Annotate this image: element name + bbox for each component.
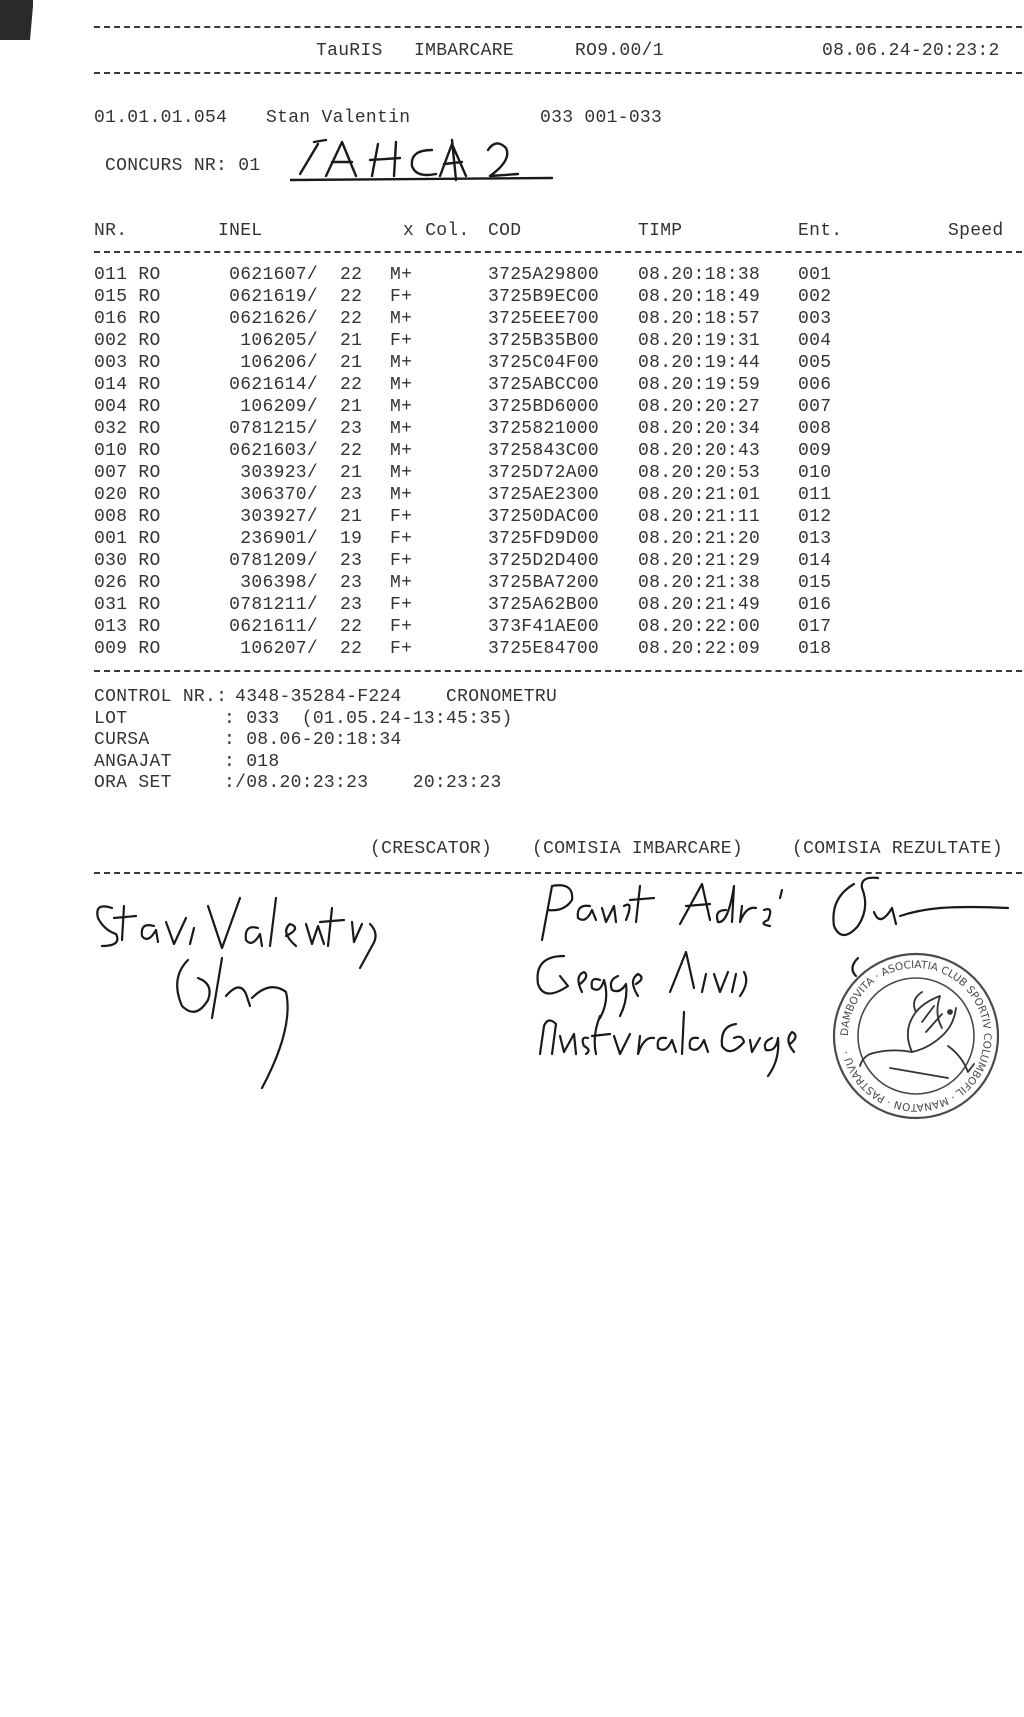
row-sex: F+ [390,287,413,307]
row-cod: 3725A29800 [488,265,600,285]
row-nr: 020 RO [94,485,161,505]
pigeon-counts: 033 001-033 [540,108,663,128]
table-row [0,484,1024,506]
row-ent: 010 [798,463,832,483]
col-nr: NR. [94,221,128,241]
row-sex: F+ [390,331,413,351]
row-cod: 3725A62B00 [488,595,600,615]
row-inel: 106209/ [240,397,318,417]
row-sex: M+ [390,353,413,373]
row-inel: 0621607/ [229,265,318,285]
crescator-signature [90,888,410,1098]
row-inel: 0781209/ [229,551,318,571]
control-line [0,751,1024,773]
row-nr: 013 RO [94,617,161,637]
table-row [0,616,1024,638]
row-inel: 106205/ [240,331,318,351]
row-nr: 002 RO [94,331,161,351]
row-cod: 3725D2D400 [488,551,600,571]
row-nr: 001 RO [94,529,161,549]
row-inel: 303927/ [240,507,318,527]
table-row [0,374,1024,396]
row-timp: 08.20:21:11 [638,507,761,527]
table-row [0,572,1024,594]
control-value: : 018 [224,751,280,772]
table-row [0,418,1024,440]
divider-columns [94,251,1022,253]
row-nr: 031 RO [94,595,161,615]
row-inel: 306398/ [240,573,318,593]
row-sex: M+ [390,573,413,593]
imbarcare-signatures [530,876,840,1086]
row-year: 23 [340,485,363,505]
sig-crescator-label: (CRESCATOR) [370,839,493,859]
row-sex: F+ [390,595,413,615]
row-nr: 032 RO [94,419,161,439]
row-ent: 006 [798,375,832,395]
row-cod: 3725E84700 [488,639,600,659]
row-nr: 004 RO [94,397,161,417]
row-sex: M+ [390,375,413,395]
row-inel: 0621626/ [229,309,318,329]
col-speed: Speed [948,221,1004,241]
divider-header [94,72,1022,74]
sig-imbarcare-label: (COMISIA IMBARCARE) [532,839,743,859]
row-year: 22 [340,287,363,307]
row-sex: M+ [390,419,413,439]
row-ent: 012 [798,507,832,527]
row-timp: 08.20:21:20 [638,529,761,549]
row-inel: 236901/ [240,529,318,549]
row-nr: 015 RO [94,287,161,307]
breeder-code: 01.01.01.054 [94,108,228,128]
pigeon-icon [860,992,974,1078]
row-ent: 009 [798,441,832,461]
control-value: :/08.20:23:23 20:23:23 [224,773,502,793]
row-inel: 0781211/ [229,595,318,615]
divider-top [94,26,1022,28]
row-sex: F+ [390,551,413,571]
row-cod: 373F41AE00 [488,617,600,637]
row-cod: 3725843C00 [488,441,600,461]
row-ent: 007 [798,397,832,417]
row-sex: M+ [390,265,413,285]
row-timp: 08.20:19:31 [638,331,761,351]
row-nr: 010 RO [94,441,161,461]
row-year: 23 [340,419,363,439]
row-timp: 08.20:18:57 [638,309,761,329]
row-cod: 3725FD9D00 [488,529,600,549]
row-ent: 017 [798,617,832,637]
row-cod: 3725BA7200 [488,573,600,593]
row-timp: 08.20:20:53 [638,463,761,483]
row-cod: 3725B35B00 [488,331,600,351]
row-sex: M+ [390,309,413,329]
sig-rezultate-label: (COMISIA REZULTATE) [792,839,1003,859]
row-ent: 011 [798,485,832,505]
row-year: 21 [340,397,363,417]
col-ent: Ent. [798,221,843,241]
row-year: 22 [340,639,363,659]
row-nr: 007 RO [94,463,161,483]
row-timp: 08.20:18:38 [638,265,761,285]
row-nr: 016 RO [94,309,161,329]
row-nr: 026 RO [94,573,161,593]
row-inel: 0621611/ [229,617,318,637]
row-sex: F+ [390,529,413,549]
row-timp: 08.20:22:00 [638,617,761,637]
control-label: LOT [94,708,128,729]
control-label: ORA SET [94,773,172,793]
row-year: 22 [340,309,363,329]
row-inel: 106207/ [240,639,318,659]
row-ent: 014 [798,551,832,571]
row-year: 22 [340,375,363,395]
row-cod: 3725BD6000 [488,397,600,417]
row-cod: 3725B9EC00 [488,287,600,307]
stamp-inner-ring [858,978,974,1094]
print-datetime: 08.06.24-20:23:2 [822,41,1000,61]
row-ent: 003 [798,309,832,329]
row-cod: 3725821000 [488,419,600,439]
control-value: : 08.06-20:18:34 [224,730,402,750]
control-value: : 033 (01.05.24-13:45:35) [224,708,513,729]
divider-table-end [94,670,1022,672]
row-timp: 08.20:20:43 [638,441,761,461]
table-row [0,264,1024,286]
control-label: CURSA [94,730,150,750]
table-row [0,440,1024,462]
row-inel: 0621619/ [229,287,318,307]
app-name: TauRIS [316,41,383,61]
row-cod: 3725ABCC00 [488,375,600,395]
table-row [0,330,1024,352]
club-stamp [830,950,1002,1122]
row-ent: 004 [798,331,832,351]
row-ent: 001 [798,265,832,285]
row-cod: 3725EEE700 [488,309,600,329]
control-line [0,772,1024,794]
row-inel: 306370/ [240,485,318,505]
row-inel: 0781215/ [229,419,318,439]
table-row [0,462,1024,484]
row-sex: M+ [390,397,413,417]
version-label: RO9.00/1 [575,41,664,61]
control-label: ANGAJAT [94,751,172,772]
row-nr: 003 RO [94,353,161,373]
row-year: 21 [340,331,363,351]
row-cod: 37250DAC00 [488,507,600,527]
table-row [0,396,1024,418]
col-inel: INEL [218,221,263,241]
row-ent: 018 [798,639,832,659]
row-timp: 08.20:18:49 [638,287,761,307]
col-timp: TIMP [638,221,683,241]
row-timp: 08.20:21:29 [638,551,761,571]
row-year: 23 [340,595,363,615]
row-nr: 014 RO [94,375,161,395]
row-sex: M+ [390,463,413,483]
row-ent: 005 [798,353,832,373]
row-inel: 0621614/ [229,375,318,395]
row-year: 23 [340,573,363,593]
row-timp: 08.20:21:01 [638,485,761,505]
row-year: 23 [340,551,363,571]
row-inel: 106206/ [240,353,318,373]
table-row [0,528,1024,550]
control-label: CONTROL NR.: [94,687,228,707]
row-inel: 0621603/ [229,441,318,461]
row-year: 22 [340,617,363,637]
row-timp: 08.20:20:27 [638,397,761,417]
table-row [0,308,1024,330]
row-year: 21 [340,507,363,527]
control-line [0,729,1024,751]
row-ent: 016 [798,595,832,615]
row-nr: 009 RO [94,639,161,659]
row-nr: 011 RO [94,265,161,285]
col-color: x Col. [403,221,470,241]
stamp-text: DAMBOVITA · ASOCIATIA CLUB SPORTIV COLUMBOFIL · MANATON · PASTRAVU · [838,958,994,1114]
row-ent: 008 [798,419,832,439]
row-ent: 002 [798,287,832,307]
table-row [0,286,1024,308]
row-timp: 08.20:19:44 [638,353,761,373]
row-year: 21 [340,463,363,483]
table-row [0,638,1024,660]
row-inel: 303923/ [240,463,318,483]
row-cod: 3725AE2300 [488,485,600,505]
row-sex: M+ [390,485,413,505]
row-year: 21 [340,353,363,373]
scan-edge-mark [0,0,34,40]
breeder-name: Stan Valentin [266,108,411,128]
table-row [0,594,1024,616]
row-year: 22 [340,441,363,461]
row-timp: 08.20:22:09 [638,639,761,659]
control-line [0,708,1024,730]
row-ent: 013 [798,529,832,549]
row-timp: 08.20:21:49 [638,595,761,615]
section-title: IMBARCARE [414,41,514,61]
row-sex: F+ [390,617,413,637]
row-sex: F+ [390,507,413,527]
row-year: 19 [340,529,363,549]
control-line [0,686,1024,708]
row-timp: 08.20:21:38 [638,573,761,593]
table-row [0,550,1024,572]
table-row [0,506,1024,528]
row-cod: 3725D72A00 [488,463,600,483]
row-sex: F+ [390,639,413,659]
row-sex: M+ [390,441,413,461]
contest-label: CONCURS NR: 01 [105,156,261,176]
contest-handwriting [290,136,560,184]
row-nr: 030 RO [94,551,161,571]
row-cod: 3725C04F00 [488,353,600,373]
col-cod: COD [488,221,522,241]
control-value: 4348-35284-F224 CRONOMETRU [224,687,558,707]
table-row [0,352,1024,374]
row-timp: 08.20:19:59 [638,375,761,395]
row-nr: 008 RO [94,507,161,527]
row-year: 22 [340,265,363,285]
row-ent: 015 [798,573,832,593]
row-timp: 08.20:20:34 [638,419,761,439]
